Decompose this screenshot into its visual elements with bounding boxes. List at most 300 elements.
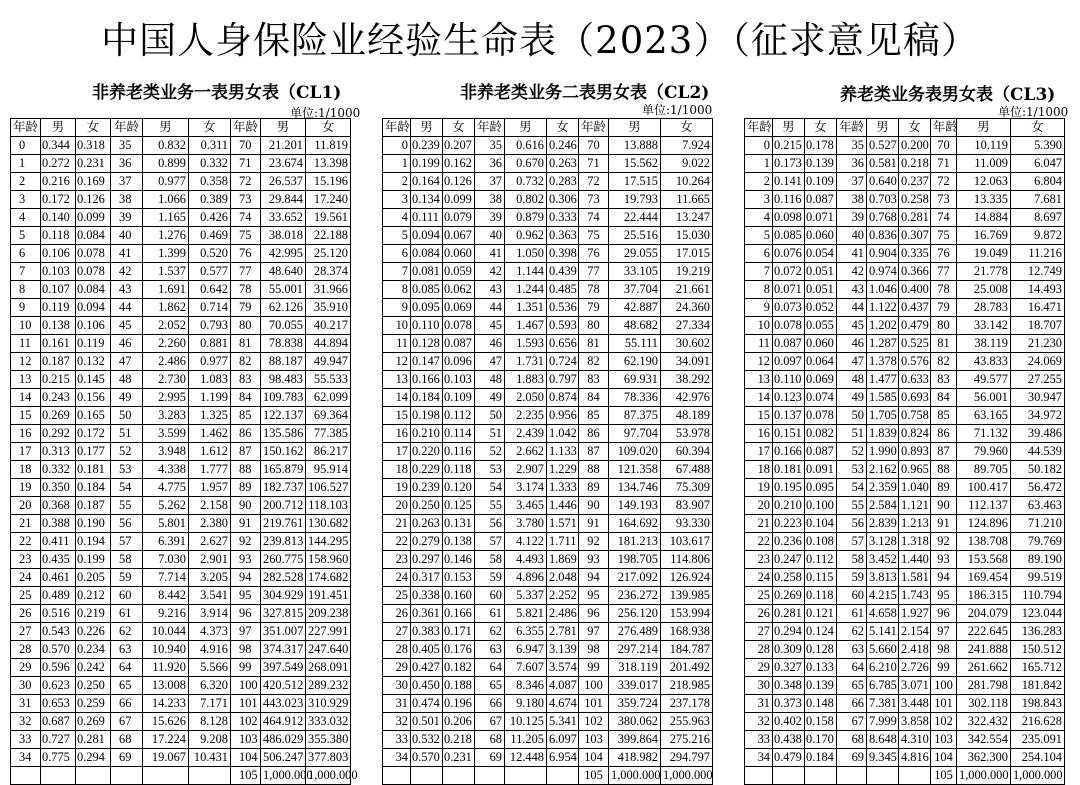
table-cell: 17.240 (306, 191, 351, 209)
table-cell: 87 (931, 443, 957, 461)
table-row (745, 371, 1065, 389)
table-cell: 0.119 (76, 335, 111, 353)
table-cell: 0.824 (899, 425, 931, 443)
table-cell: 0.775 (41, 749, 76, 767)
table-cell: 241.888 (957, 641, 1011, 659)
table-cell: 18 (11, 461, 41, 479)
table-cell: 8.648 (867, 731, 899, 749)
table-cell: 19.067 (143, 749, 189, 767)
table-cell: 104 (579, 749, 609, 767)
table-cell: 0.187 (76, 497, 111, 515)
table-cell: 304.929 (261, 587, 306, 605)
table-cell: 38 (111, 191, 143, 209)
table-cell: 0.724 (547, 353, 579, 371)
table-cell: 72 (931, 173, 957, 191)
table-cell: 1.333 (547, 479, 579, 497)
table-cell: 69 (837, 749, 867, 767)
table-cell: 333.032 (306, 713, 351, 731)
table-cell: 1,000.000 (661, 767, 713, 785)
table-cell: 0.294 (773, 623, 805, 641)
table-cell: 0.098 (773, 209, 805, 227)
table-row (745, 731, 1065, 749)
table-cell: 0.974 (867, 263, 899, 281)
table-cell: 97 (231, 623, 261, 641)
table-cell: 0.383 (411, 623, 443, 641)
table-cell: 0.078 (805, 407, 837, 425)
table-cell: 82 (579, 353, 609, 371)
table-cell: 2 (383, 173, 411, 191)
table-cell: 60.394 (661, 443, 713, 461)
table-cell: 16.471 (1011, 299, 1065, 317)
table-cell: 33 (745, 731, 773, 749)
table-cell: 342.554 (957, 731, 1011, 749)
table-cell: 1.612 (189, 443, 231, 461)
table-cell: 40 (837, 227, 867, 245)
table-cell: 28 (11, 641, 41, 659)
table-cell: 84 (931, 389, 957, 407)
table-cell: 0.874 (547, 389, 579, 407)
table-cell: 76 (579, 245, 609, 263)
table-row (745, 155, 1065, 173)
table-cell: 48.682 (609, 317, 661, 335)
table-cell: 0.758 (899, 407, 931, 425)
table-cell: 25.516 (609, 227, 661, 245)
table-cell: 0.899 (143, 155, 189, 173)
table-cell: 0.190 (76, 515, 111, 533)
table-cell: 26 (745, 605, 773, 623)
table-row (11, 443, 351, 461)
table-cell: 26.537 (261, 173, 306, 191)
table-cell: 0.076 (773, 245, 805, 263)
table-row (383, 731, 713, 749)
table-cell: 47 (475, 353, 505, 371)
table-cell: 65 (837, 677, 867, 695)
table-cell: 0.263 (411, 515, 443, 533)
table-cell: 60 (837, 587, 867, 605)
table-cell: 61 (475, 605, 505, 623)
table-cell: 0.333 (547, 209, 579, 227)
table-cell: 4.338 (143, 461, 189, 479)
table-cell: 11.009 (957, 155, 1011, 173)
table-cell: 21.230 (1011, 335, 1065, 353)
table-cell: 0.977 (189, 353, 231, 371)
table-cell: 59 (475, 569, 505, 587)
table-cell: 0.125 (443, 497, 475, 515)
table-title-cl1: 非养老类业务一表男女表（CL1) (92, 83, 342, 103)
column-header: 年龄 (111, 119, 143, 137)
table-cell: 6.391 (143, 533, 189, 551)
table-cell: 5.262 (143, 497, 189, 515)
table-cell: 0.335 (899, 245, 931, 263)
table-cell: 0.525 (899, 335, 931, 353)
table-cell: 0.166 (443, 605, 475, 623)
table-row (383, 749, 713, 767)
table-cell (443, 767, 475, 785)
table-cell: 0.128 (411, 335, 443, 353)
table-row (383, 227, 713, 245)
table-cell: 22 (383, 533, 411, 551)
table-cell: 51 (837, 425, 867, 443)
table-cell: 217.092 (609, 569, 661, 587)
table-cell: 0.206 (443, 713, 475, 731)
table-cell: 0.216 (41, 173, 76, 191)
table-cell: 57 (475, 533, 505, 551)
table-cell: 33.105 (609, 263, 661, 281)
table-cell: 0.832 (143, 137, 189, 155)
table-cell: 97.704 (609, 425, 661, 443)
table-cell: 0.297 (411, 551, 443, 569)
table-cell: 38.292 (661, 371, 713, 389)
table-cell: 0.438 (773, 731, 805, 749)
table-cell: 0.516 (41, 605, 76, 623)
table-cell: 0.164 (411, 173, 443, 191)
table-cell: 19 (11, 479, 41, 497)
table-cell: 0.137 (773, 407, 805, 425)
table-cell: 34 (745, 749, 773, 767)
table-cell: 80 (931, 317, 957, 335)
table-cell: 94 (931, 569, 957, 587)
table-cell: 191.451 (306, 587, 351, 605)
table-cell: 78 (231, 281, 261, 299)
table-cell: 82 (231, 353, 261, 371)
table-cell: 13.888 (609, 137, 661, 155)
table-row (383, 263, 713, 281)
column-header: 年龄 (383, 119, 411, 137)
table-cell: 464.912 (261, 713, 306, 731)
table-cell: 1.581 (899, 569, 931, 587)
life-table-cl3 (744, 118, 1065, 785)
table-cell: 17 (11, 443, 41, 461)
table-cell: 0.616 (505, 137, 547, 155)
table-row (745, 461, 1065, 479)
table-cell: 1.042 (547, 425, 579, 443)
table-cell: 93 (931, 551, 957, 569)
table-cell: 0.116 (773, 191, 805, 209)
table-cell: 35 (837, 137, 867, 155)
table-cell: 50 (837, 407, 867, 425)
table-cell: 95.914 (306, 461, 351, 479)
table-row (383, 515, 713, 533)
table-cell: 276.489 (609, 623, 661, 641)
table-cell: 0.474 (411, 695, 443, 713)
table-cell: 19.049 (957, 245, 1011, 263)
table-cell: 0.145 (76, 371, 111, 389)
table-cell: 56.472 (1011, 479, 1065, 497)
table-cell: 200.712 (261, 497, 306, 515)
table-cell: 64 (475, 659, 505, 677)
table-row (745, 407, 1065, 425)
table-row (383, 569, 713, 587)
table-row (11, 389, 351, 407)
table-cell: 0.139 (805, 155, 837, 173)
table-row (383, 209, 713, 227)
table-cell: 362.300 (957, 749, 1011, 767)
table-cell: 94 (231, 569, 261, 587)
table-cell: 219.761 (261, 515, 306, 533)
column-header: 年龄 (931, 119, 957, 137)
table-cell: 54 (837, 479, 867, 497)
column-header: 男 (411, 119, 443, 137)
table-cell: 0.205 (76, 569, 111, 587)
table-cell: 23 (745, 551, 773, 569)
table-cell: 0.239 (411, 137, 443, 155)
table-cell: 88.187 (261, 353, 306, 371)
table-cell: 90 (931, 497, 957, 515)
table-cell: 0.400 (899, 281, 931, 299)
table-cell: 2.486 (547, 605, 579, 623)
table-cell: 1 (11, 155, 41, 173)
table-cell: 1.287 (867, 335, 899, 353)
table-cell: 2.154 (899, 623, 931, 641)
table-cell: 0.311 (189, 137, 231, 155)
table-cell: 0.461 (41, 569, 76, 587)
column-header: 男 (609, 119, 661, 137)
table-row (11, 497, 351, 515)
table-cell: 204.079 (957, 605, 1011, 623)
table-cell (547, 767, 579, 785)
table-cell: 91 (231, 515, 261, 533)
table-cell: 18 (383, 461, 411, 479)
table-cell: 0.793 (189, 317, 231, 335)
table-row (11, 605, 351, 623)
table-cell: 20 (11, 497, 41, 515)
table-cell: 42.995 (261, 245, 306, 263)
column-header: 女 (547, 119, 579, 137)
table-cell: 21 (745, 515, 773, 533)
table-cell: 53 (837, 461, 867, 479)
table-cell: 1.325 (189, 407, 231, 425)
table-cell: 91 (931, 515, 957, 533)
table-cell: 33 (11, 731, 41, 749)
table-cell: 0.123 (773, 389, 805, 407)
table-cell: 158.960 (306, 551, 351, 569)
table-cell: 5 (383, 227, 411, 245)
table-cell: 1.883 (505, 371, 547, 389)
table-cell: 32 (745, 713, 773, 731)
table-cell: 3.599 (143, 425, 189, 443)
table-cell: 71 (579, 155, 609, 173)
table-cell: 0.398 (547, 245, 579, 263)
column-header: 年龄 (579, 119, 609, 137)
table-cell: 0.236 (773, 533, 805, 551)
table-cell: 45 (111, 317, 143, 335)
table-cell: 86 (231, 425, 261, 443)
table-cell: 49 (475, 389, 505, 407)
table-cell: 153.568 (957, 551, 1011, 569)
table-row (745, 281, 1065, 299)
table-cell: 2.439 (505, 425, 547, 443)
table-cell: 44.539 (1011, 443, 1065, 461)
table-cell: 0.363 (547, 227, 579, 245)
table-cell: 339.017 (609, 677, 661, 695)
table-cell: 1 (745, 155, 773, 173)
table-row (11, 263, 351, 281)
table-cell: 4.493 (505, 551, 547, 569)
table-cell: 4.674 (547, 695, 579, 713)
table-cell: 52 (475, 443, 505, 461)
table-cell: 7.714 (143, 569, 189, 587)
table-cell: 57 (837, 533, 867, 551)
column-header: 女 (306, 119, 351, 137)
table-cell: 13 (745, 371, 773, 389)
table-cell (383, 767, 411, 785)
table-row (11, 695, 351, 713)
table-cell: 0.103 (41, 263, 76, 281)
table-cell: 13.247 (661, 209, 713, 227)
table-cell: 106.527 (306, 479, 351, 497)
table-cell: 53 (475, 461, 505, 479)
table-cell: 0.119 (41, 299, 76, 317)
table-cell: 33 (383, 731, 411, 749)
table-cell: 0.064 (805, 353, 837, 371)
table-cell: 53 (111, 461, 143, 479)
table-cell: 227.991 (306, 623, 351, 641)
table-cell: 0.687 (41, 713, 76, 731)
table-cell (773, 767, 805, 785)
table-row (383, 497, 713, 515)
table-cell: 3.128 (867, 533, 899, 551)
table-cell: 0.182 (443, 659, 475, 677)
table-cell: 36 (837, 155, 867, 173)
table-cell: 0.198 (411, 407, 443, 425)
table-cell: 1.927 (899, 605, 931, 623)
table-cell: 37 (837, 173, 867, 191)
table-row (383, 245, 713, 263)
table-cell: 100 (579, 677, 609, 695)
table-cell: 0.069 (443, 299, 475, 317)
table-cell: 52 (837, 443, 867, 461)
table-cell: 0.247 (773, 551, 805, 569)
table-cell: 0.107 (41, 281, 76, 299)
table-cell: 17.515 (609, 173, 661, 191)
table-cell: 88 (231, 461, 261, 479)
table-cell: 23 (11, 551, 41, 569)
table-cell: 0.110 (411, 317, 443, 335)
table-cell: 318.119 (609, 659, 661, 677)
table-cell: 77 (579, 263, 609, 281)
table-cell: 98 (931, 641, 957, 659)
table-cell: 104 (931, 749, 957, 767)
table-cell: 1.446 (547, 497, 579, 515)
table-cell: 3.465 (505, 497, 547, 515)
table-row (745, 137, 1065, 155)
table-cell: 29.844 (261, 191, 306, 209)
table-row (11, 677, 351, 695)
table-row (11, 245, 351, 263)
table-cell: 0.138 (443, 533, 475, 551)
table-cell: 153.994 (661, 605, 713, 623)
table-cell: 506.247 (261, 749, 306, 767)
table-cell: 83 (231, 371, 261, 389)
table-cell: 85 (231, 407, 261, 425)
table-cell: 1.440 (899, 551, 931, 569)
table-row (11, 137, 351, 155)
table-cell: 13 (11, 371, 41, 389)
table-cell: 98.483 (261, 371, 306, 389)
table-cell: 1.537 (143, 263, 189, 281)
column-header: 年龄 (231, 119, 261, 137)
table-cell: 41 (475, 245, 505, 263)
table-cell: 5 (11, 227, 41, 245)
table-cell: 100 (231, 677, 261, 695)
table-cell: 0.317 (411, 569, 443, 587)
table-cell: 11.665 (661, 191, 713, 209)
table-cell: 4.816 (899, 749, 931, 767)
table-cell: 0.977 (143, 173, 189, 191)
table-cell: 77.385 (306, 425, 351, 443)
table-cell: 0.218 (899, 155, 931, 173)
table-cell: 10.119 (957, 137, 1011, 155)
table-cell: 71 (931, 155, 957, 173)
table-cell: 0.281 (899, 209, 931, 227)
table-cell: 0.210 (411, 425, 443, 443)
table-cell: 0.226 (76, 623, 111, 641)
table-cell: 0.373 (773, 695, 805, 713)
table-cell (76, 767, 111, 785)
table-cell: 87 (231, 443, 261, 461)
table-cell: 7 (11, 263, 41, 281)
table-row (745, 677, 1065, 695)
table-cell: 5.141 (867, 623, 899, 641)
table-cell: 18.707 (1011, 317, 1065, 335)
table-cell: 14 (11, 389, 41, 407)
table-cell: 1.378 (867, 353, 899, 371)
table-cell: 34.091 (661, 353, 713, 371)
table-cell: 0.166 (411, 371, 443, 389)
table-cell: 8.128 (189, 713, 231, 731)
table-cell: 136.283 (1011, 623, 1065, 641)
table-cell: 239.813 (261, 533, 306, 551)
table-row (383, 605, 713, 623)
table-cell: 73 (231, 191, 261, 209)
table-cell: 4.122 (505, 533, 547, 551)
table-cell: 44 (837, 299, 867, 317)
table-cell: 0.281 (76, 731, 111, 749)
table-cell: 9 (11, 299, 41, 317)
table-cell: 0.318 (76, 137, 111, 155)
table-cell: 0.081 (411, 263, 443, 281)
table-cell: 10.125 (505, 713, 547, 731)
table-cell: 95 (579, 587, 609, 605)
table-cell: 0.797 (547, 371, 579, 389)
unit-label-cl3: 单位:1/1000 (998, 105, 1069, 119)
table-cell: 0.151 (773, 425, 805, 443)
table-cell: 0.138 (41, 317, 76, 335)
table-cell: 49.947 (306, 353, 351, 371)
table-cell: 43 (837, 281, 867, 299)
table-cell: 11 (745, 335, 773, 353)
table-cell: 0.239 (411, 479, 443, 497)
table-cell: 19.561 (306, 209, 351, 227)
table-cell: 36 (111, 155, 143, 173)
table-cell: 0.116 (443, 443, 475, 461)
table-cell: 184.787 (661, 641, 713, 659)
table-cell: 1.050 (505, 245, 547, 263)
table-cell: 1.351 (505, 299, 547, 317)
table-cell: 83.907 (661, 497, 713, 515)
table-cell: 89 (231, 479, 261, 497)
page-title: 中国人身保险业经验生命表（2023）（征求意见稿） (101, 19, 979, 62)
table-cell: 38.018 (261, 227, 306, 245)
table-cell: 101 (579, 695, 609, 713)
table-cell: 2.418 (899, 641, 931, 659)
table-cell: 5.821 (505, 605, 547, 623)
table-cell: 10.264 (661, 173, 713, 191)
table-cell: 0.350 (41, 479, 76, 497)
table-cell: 0.109 (805, 173, 837, 191)
table-cell: 0.118 (443, 461, 475, 479)
table-cell: 46 (111, 335, 143, 353)
